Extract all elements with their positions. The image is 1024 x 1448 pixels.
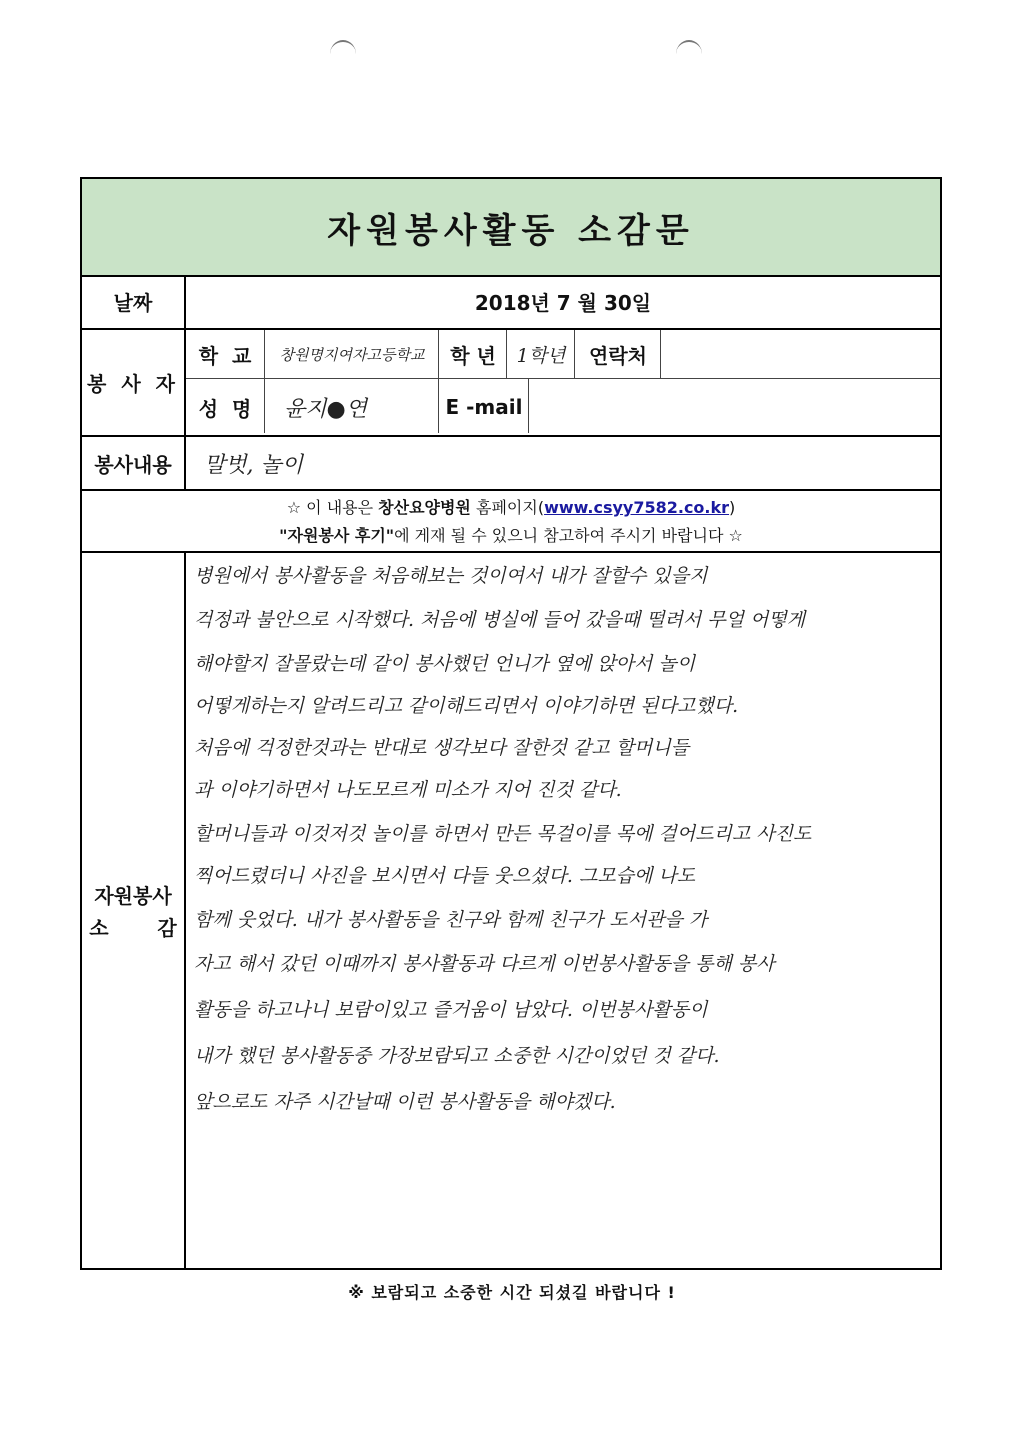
essay-line: 걱정과 불안으로 시작했다. 처음에 병실에 들어 갔을때 떨려서 무얼 어떻게 xyxy=(194,609,806,631)
school-value: 창원명지여자고등학교 xyxy=(279,345,425,364)
homepage-link[interactable]: www.csyy7582.co.kr xyxy=(544,498,730,517)
hospital-name: 창산요양병원 xyxy=(378,498,471,517)
essay-line: 앞으로도 자주 시간날때 이런 봉사활동을 해야겠다. xyxy=(194,1091,616,1113)
email-value xyxy=(530,379,940,435)
essay-label-line-2: 소 감 xyxy=(89,915,177,940)
notice-suffix: ) xyxy=(729,498,736,517)
review-quote: "자원봉사 후기" xyxy=(279,526,395,545)
essay-label xyxy=(82,553,184,1270)
grade-label: 학 년 xyxy=(450,343,496,368)
grade-value: 1학년 xyxy=(516,344,566,367)
essay-line: 찍어드렸더니 사진을 보시면서 다들 웃으셨다. 그모습에 나도 xyxy=(194,865,696,887)
notice-box xyxy=(82,491,940,553)
date-label: 날짜 xyxy=(113,291,153,315)
essay-line: 병원에서 봉사활동을 처음해보는 것이여서 내가 잘할수 있을지 xyxy=(194,565,708,587)
page-title: 자원봉사활동 소감문 xyxy=(327,210,695,251)
notice-rest: 에 게재 될 수 있으니 참고하여 주시기 바랍니다 ☆ xyxy=(394,526,743,545)
essay-line: 내가 했던 봉사활동중 가장보람되고 소중한 시간이었던 것 같다. xyxy=(194,1045,720,1067)
essay-line: 활동을 하고나니 보람이있고 즐거움이 남았다. 이번봉사활동이 xyxy=(194,999,708,1021)
essay-line: 해야할지 잘몰랐는데 같이 봉사했던 언니가 옆에 앉아서 놀이 xyxy=(194,653,696,675)
essay-label-line-1: 자원봉사 xyxy=(94,883,172,908)
volunteer-section-label: 봉 사 자 xyxy=(87,372,179,396)
essay-line: 할머니들과 이것저것 놀이를 하면서 만든 목걸이를 목에 걸어드리고 사진도 xyxy=(194,823,812,845)
notice-mid: 홈페이지( xyxy=(470,498,545,517)
contact-label: 연락처 xyxy=(589,343,647,368)
date-value: 2018년 7 월 30일 xyxy=(474,291,652,315)
title-band xyxy=(82,179,940,277)
content-value: 말벗, 놀이 xyxy=(204,452,303,478)
essay-line: 처음에 걱정한것과는 반대로 생각보다 잘한것 같고 할머니들 xyxy=(194,737,690,759)
notice-line-2 xyxy=(82,522,940,550)
content-label: 봉사내용 xyxy=(94,452,172,477)
essay-line: 과 이야기하면서 나도모르게 미소가 지어 진것 같다. xyxy=(194,779,622,801)
email-label: E -mail xyxy=(445,395,523,419)
notice-line-1 xyxy=(82,494,940,522)
punch-hole-left xyxy=(330,40,356,68)
contact-value xyxy=(662,330,940,378)
essay-line: 자고 해서 갔던 이때까지 봉사활동과 다르게 이번봉사활동을 통해 봉사 xyxy=(194,953,775,975)
name-label: 성 명 xyxy=(198,396,252,421)
footer-message: ※ 보람되고 소중한 시간 되셨길 바랍니다 ! xyxy=(348,1283,676,1302)
essay-line: 함께 웃었다. 내가 봉사활동을 친구와 함께 친구가 도서관을 가 xyxy=(194,909,708,931)
name-value: 윤지●연 xyxy=(284,396,367,422)
notice-prefix: ☆ 이 내용은 xyxy=(286,498,379,517)
punch-hole-right xyxy=(676,40,702,68)
volunteer-report-form xyxy=(80,177,942,1270)
essay-line: 어떻게하는지 알려드리고 같이해드리면서 이야기하면 된다고했다. xyxy=(194,695,739,717)
school-label: 학 교 xyxy=(198,343,252,368)
